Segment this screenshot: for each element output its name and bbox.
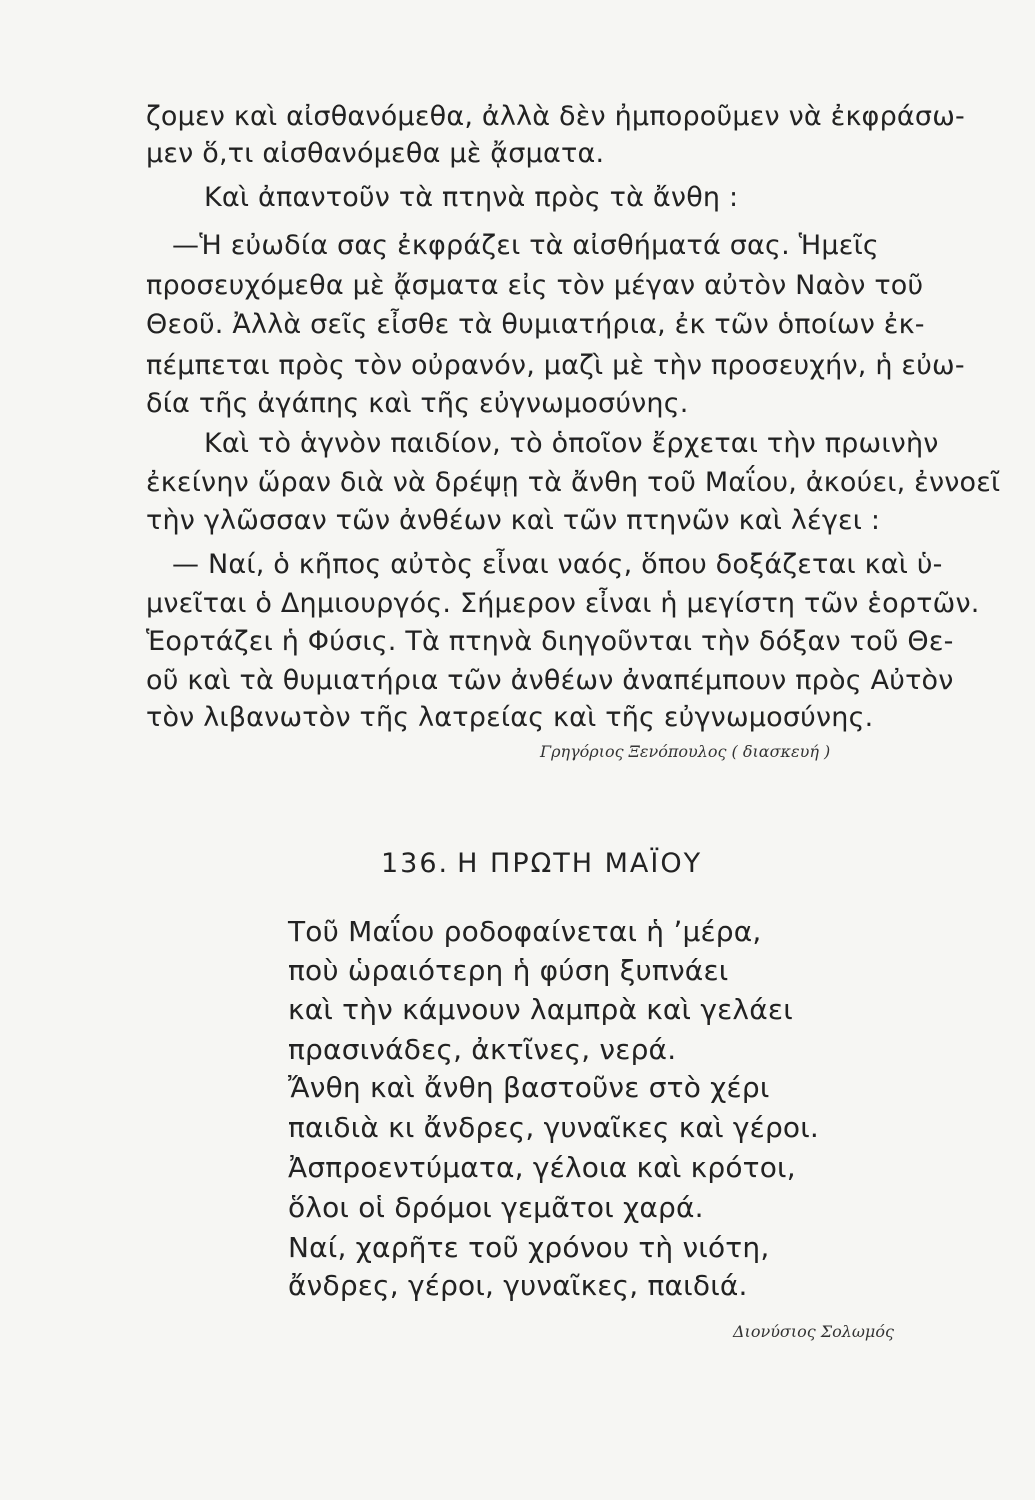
prose-line: τὸν λιβανωτὸν τῆς λατρείας καὶ τῆς εὐγνωμοσύνης. <box>146 702 874 733</box>
prose-line: μεν ὅ,τι αἰσθανόμεθα μὲ ᾄσματα. <box>146 138 605 169</box>
poem-number: 136. <box>381 848 450 879</box>
poem-line: καὶ τὴν κάμνουν λαμπρὰ καὶ γελάει <box>288 993 793 1026</box>
poem-line: Ἄνθη καὶ ἄνθη βαστοῦνε στὸ χέρι <box>288 1071 770 1104</box>
prose-line: Ἑορτάζει ἡ Φύσις. Τὰ πτηνὰ διηγοῦνται τὴν δόξαν τοῦ Θε- <box>146 626 954 657</box>
poem-author: Διονύσιος Σολωμός <box>733 1322 894 1341</box>
poem-line: πρασινάδες, ἀκτῖνες, νερά. <box>288 1033 677 1066</box>
prose-line: πέμπεται πρὸς τὸν οὐρανόν, μαζὶ μὲ τὴν προσευχήν, ἡ εὐω- <box>146 350 965 381</box>
poem-title: Η ΠΡΩΤΗ ΜΑΪΟΥ <box>457 848 703 879</box>
prose-line: — Ναί, ὁ κῆπος αὐτὸς εἶναι ναός, ὅπου δοξάζεται καὶ ὑ- <box>172 549 943 580</box>
prose-line: Καὶ τὸ ἁγνὸν παιδίον, τὸ ὁποῖον ἔρχεται τὴν πρωινὴν <box>204 428 939 459</box>
poem-line: ποὺ ὡραιότερη ἡ φύση ξυπνάει <box>288 954 729 987</box>
poem-line: Ἀσπροεντύματα, γέλοια καὶ κρότοι, <box>288 1151 796 1184</box>
prose-line: τὴν γλῶσσαν τῶν ἀνθέων καὶ τῶν πτηνῶν καὶ λέγει : <box>146 505 881 536</box>
prose-line: —Ἡ εὐωδία σας ἐκφράζει τὰ αἰσθήματά σας. Ἡμεῖς <box>172 230 879 261</box>
prose-line: Καὶ ἀπαντοῦν τὰ πτηνὰ πρὸς τὰ ἄνθη : <box>204 182 739 213</box>
poem-line: ὅλοι οἱ δρόμοι γεμᾶτοι χαρά. <box>288 1191 704 1224</box>
prose-line: ἐκείνην ὥραν διὰ νὰ δρέψῃ τὰ ἄνθη τοῦ Μαΐου, ἀκούει, ἐννοεῖ <box>146 467 1001 498</box>
poem-line: Τοῦ Μαΐου ροδοφαίνεται ἡ ʼμέρα, <box>288 915 762 948</box>
poem-line: παιδιὰ κι ἄνδρες, γυναῖκες καὶ γέροι. <box>288 1111 820 1144</box>
prose-line: δία τῆς ἀγάπης καὶ τῆς εὐγνωμοσύνης. <box>146 388 689 419</box>
prose-line: προσευχόμεθα μὲ ᾄσματα εἰς τὸν μέγαν αὐτὸν Ναὸν τοῦ <box>146 270 924 301</box>
poem-heading <box>381 848 702 879</box>
prose-author: Γρηγόριος Ξενόπουλος ( διασκευή ) <box>540 742 831 761</box>
prose-line: ζομεν καὶ αἰσθανόμεθα, ἀλλὰ δὲν ἠμποροῦμεν νὰ ἐκφράσω- <box>146 101 965 132</box>
prose-line: μνεῖται ὁ Δημιουργός. Σήμερον εἶναι ἡ μεγίστη τῶν ἑορτῶν. <box>146 588 980 619</box>
poem-line: Ναί, χαρῆτε τοῦ χρόνου τὴ νιότη, <box>288 1231 770 1264</box>
prose-line: Θεοῦ. Ἀλλὰ σεῖς εἶσθε τὰ θυμιατήρια, ἐκ τῶν ὁποίων ἐκ- <box>146 309 925 340</box>
prose-line: οῦ καὶ τὰ θυμιατήρια τῶν ἀνθέων ἀναπέμπουν πρὸς Αὐτὸν <box>146 665 954 696</box>
poem-line: ἄνδρες, γέροι, γυναῖκες, παιδιά. <box>288 1269 748 1302</box>
